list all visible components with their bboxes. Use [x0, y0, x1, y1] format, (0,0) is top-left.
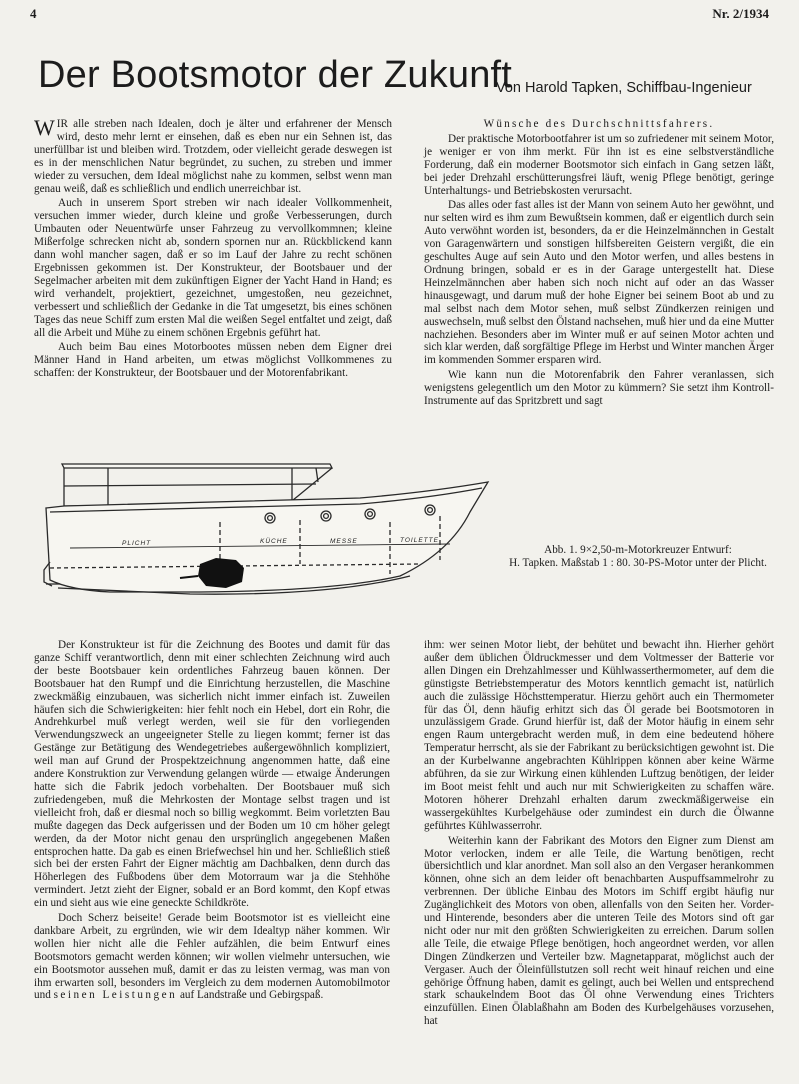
section-heading: Wünsche des Durchschnittsfahrers. [483, 118, 715, 130]
paragraph: ihm: wer seinen Motor liebt, der behütet und bewacht ihn. Hierher gehört außer dem üblichen Öldruckmesser und dem Voltmesser der Batterie vor allen Dingen ein Drehzahlmesser und Kühlwasserthermometer, auf dem die günstigste Betriebstemperatur des Motors kenntlich gemacht ist, natürlich auch die zulässige Höchsttemperatur. Hierzu gehört auch ein Thermometer für das Öl, denn häufig erhitzt sich das Öl gerade bei Bootsmotoren in unzulässigem Grade. Grund hierfür ist, daß der Motor häufig in einem sehr engen Raum untergebracht werden muß, in dem eine bedeutend höhere Temperatur herrscht, als sie der Fabrikant zu berücksichtigen gewohnt ist. Die an der Kurbelwanne angebrachten Kühlrippen können aber keine Wärme abführen, da sie zur Wirkung einen kühlenden Luftzug benötigen, der leider im Boot meist fehlt und auch nur mit Schwierigkeiten zu schaffen wäre. Motoren höherer Drehzahl erhalten darum zweckmäßigerweise ein wassergekühltes Kurbelgehäuse oder zumindest ein durch die Ölwanne geführtes Kühlwasserrohr. [424, 639, 774, 832]
paragraph: Der praktische Motorbootfahrer ist um so zufriedener mit seinem Motor, je weniger er von ihm merkt. Für ihn ist es eine selbstverständliche Forderung, daß ein moderner Bootsmotor sich einfach in Gang setzen läßt, bei jeder Drehzahl erschütterungsfrei läuft, wenig Pflege benötigt, geringe Unterhaltungs- und Betriebskosten verursacht. [424, 132, 774, 197]
boat-drawing [30, 452, 500, 622]
paragraph-text: auf Landstraße und Gebirgspaß. [179, 989, 324, 1002]
page-number: 4 [30, 6, 37, 21]
article-byline: Von Harold Tapken, Schiffbau-Ingenieur [496, 80, 752, 96]
paragraph: Das alles oder fast alles ist der Mann von seinem Auto her gewöhnt, und nur selten wird es ihm zum Bewußtsein kommen, daß er eigentlich durch sein Auto verwöhnt worden ist, besonders, da er die Heinzelmännchen in Gestalt von Garagenwärtern und sonstigen hilfsbereiten Geistern vergißt, die ein geschultes Auge auf sein Auto und den Motor werfen, und alles bestens in Ordnung bringen, sobald er es in der Garage untergestellt hat. Diese Heinzelmännchen aber haben sich noch nicht auf oder an das Wasser hinausgewagt, und darum muß der hohe Eigner bei seinem Boot ab und zu mal selbst nach dem Motor sehen, muß selbst Zündkerzen reinigen und auswechseln, muß selbst den Ölstand nachsehen, muß hier und da eine Mutter nachziehen. Besonders aber im Winter muß er auf seinen Motor achten und sich klar werden, daß sorgfältige Pflege im Herbst und Winter manchen Ärger im kommenden Sommer ersparen wird. [424, 199, 774, 367]
label-plicht: PLICHT [122, 540, 152, 547]
spaced-emphasis: seinen Leistungen [53, 989, 178, 1002]
label-toilette: TOILETTE [400, 537, 439, 544]
issue-number: Nr. 2/1934 [712, 6, 769, 21]
paragraph-text: IR alle streben nach Idealen, doch je älter und erfahrener der Mensch wird, desto mehr lernt er einsehen, daß es eben nur ein Sehnen ist, das unerfüllbar ist und bleiben wird. Trotzdem, oder vielleicht gerade deswegen ist es in der menschlichen Natur begründet, zu suchen, zu streben und immer wieder zu versuchen, dem Ideal möglichst nahe zu kommen, selbst wenn man genau weiß, daß es schließlich und endlich unerreichbar ist. [34, 118, 392, 195]
page-header [30, 6, 769, 26]
column-2 [424, 118, 774, 408]
label-kueche: KÜCHE [260, 538, 288, 545]
article-title: Der Bootsmotor der Zukunft [38, 54, 513, 96]
figure-caption [503, 544, 773, 570]
paragraph: Auch beim Bau eines Motorbootes müssen neben dem Eigner drei Männer Hand in Hand arbeiten, um etwas möglichst Vollkommenes zu schaffen: der Konstrukteur, der Bootsbauer und der Motorenfabrikant. [34, 341, 392, 380]
drop-cap: W [34, 115, 55, 140]
caption-line-1: Abb. 1. 9×2,50-m-Motorkreuzer Entwurf: [544, 544, 732, 556]
paragraph: Der Konstrukteur ist für die Zeichnung des Bootes und damit für das ganze Schiff verantwortlich, denn mit einer schlechten Zeichnung wird auch der beste Bootsbauer kein ordentliches Fahrzeug bauen können. Der Bootsbauer hat den Rumpf und die Einrichtung herzustellen, die Maschine zweckmäßig einzubauen, was sicherlich nicht immer einfach ist. Zuweilen häufen sich die Schwierigkeiten: hier fehlt noch ein Hebel, dort ein Rohr, die Andrehkurbel muß verlegt werden, weil sie für den vorliegenden Verwendungszweck an ungeeigneter Stelle zu liegen kommt; ferner ist das Gestänge zur Betätigung des Wendegetriebes außergewöhnlich kompliziert, weil man auf Grund der Prospektzeichnung angenommen hatte, daß eine andere Konstruktion zur Verwendung gelangen würde — etwaige Änderungen hatte sich die Fabrik jedoch vorbehalten. Der Bootsbauer muß sich zufriedengeben, muß die Mehrkosten der Montage selbst tragen und ist vielleicht froh, daß er diesmal noch so billig wegkommt. Beim vorletzten Bau mußte dagegen das Deck aufgerissen und der Boden um 10 cm höher gelegt werden, da der Motor nicht genau den ursprünglich angegebenen Maßen entsprochen hatte. Da gab es einen Briefwechsel hin und her. Schließlich stieß sich bei der ersten Fahrt der Eigner mächtig am Dachbalken, denn durch das Höherlegen des Fußbodens über dem Motorraum war ja die Stehhöhe vermindert. Jetzt zieht der Eigner, sobald er an Bord kommt, den Kopf etwas ein und sieht aus wie eine geneckte Schildkröte. [34, 639, 390, 910]
caption-line-2: H. Tapken. Maßstab 1 : 80. 30-PS-Motor unter der Plicht. [509, 557, 767, 569]
paragraph: Weiterhin kann der Fabrikant des Motors den Eigner zum Dienst am Motor verlocken, indem er alle Teile, die Wartung benötigen, recht übersichtlich und klar anordnet. Man soll also an den Vergaser herankommen können, ohne sich an dem leider oft benachbarten Auspuffsammelrohr zu verbrennen. Der übliche Einbau des Motors im Schiff ergibt häufig nur Zugänglichkeit des Motors von oben, allenfalls von den Seiten her. Vorder- und Hinterende, besonders aber die unteren Teile des Motors sind oft gar nicht oder nur mit den größten Schwierigkeiten zu erreichen. Darum sollen alle Teile, die etwaige Pflege benötigen, hoch angeordnet werden, vor allen Dingen Zündkerzen und Verteiler bzw. Magnetapparat, möglichst auch der Vergaser. Auch der Öleinfüllstutzen soll recht weit hinauf reichen und eine gehörige Öffnung haben, damit es gelingt, auch bei Wellen und entsprechend stark schaukelndem Boot das Öl ohne Verwendung eines Trichters einzufüllen. Einen Ölablaßhahn am Boden des Kurbelgehäuses vorzusehen, hat [424, 834, 774, 1028]
label-messe: MESSE [330, 538, 358, 545]
column-4 [424, 639, 774, 1028]
paragraph [34, 115, 392, 195]
column-3 [34, 639, 390, 1002]
paragraph [34, 912, 390, 1002]
paragraph: Auch in unserem Sport streben wir nach idealer Vollkommenheit, versuchen immer wieder, durch kleine und große Verbesserungen, durch Umbauten oder Neuentwürfe unser Fahrzeug zu vervollkommnen; kleine Mißerfolge schrecken nicht ab, sondern spornen nur an. Rückblickend kann dann wohl mancher sagen, daß er so im Lauf der Jahre zu recht schönen Ergebnissen gekommen ist. Der Konstrukteur, der Bootsbauer und der Segelmacher arbeiten mit dem zukünftigen Eigner der Yacht Hand in Hand; es wird verhandelt, projektiert, gezeichnet, umgestoßen, neu gezeichnet, verbessert und schließlich der Gedanke in die Tat umgesetzt, bis eines schönen Tages das neue Schiff zum ersten Mal die weißen Segel entfaltet und zeigt, daß all die Arbeit und Mühe zu einem schönen Ergebnis geführt hat. [34, 197, 392, 339]
engine-shape [198, 558, 244, 588]
paragraph-text: Doch Scherz beiseite! Gerade beim Bootsmotor ist es vielleicht eine dankbare Arbeit, zu ergründen, wie wir dem Idealtyp näher kommen. Wir wollen hier nicht alle die Fehler aufzählen, die beim Entwurf eines Bootsmotors gemacht werden können; wir wollen vielmehr untersuchen, wie ein Bootsmotor aussehen muß, damit er das zu leisten vermag, was man von ihm erwarten soll, besonders im Vergleich zu dem modernen Automobilmotor und [34, 912, 390, 1002]
paragraph: Wie kann nun die Motorenfabrik den Fahrer veranlassen, sich wenigstens gelegentlich um den Motor zu kümmern? Sie setzt ihm Kontroll-Instrumente auf das Spritzbrett und sagt [424, 369, 774, 408]
column-1 [34, 115, 392, 380]
